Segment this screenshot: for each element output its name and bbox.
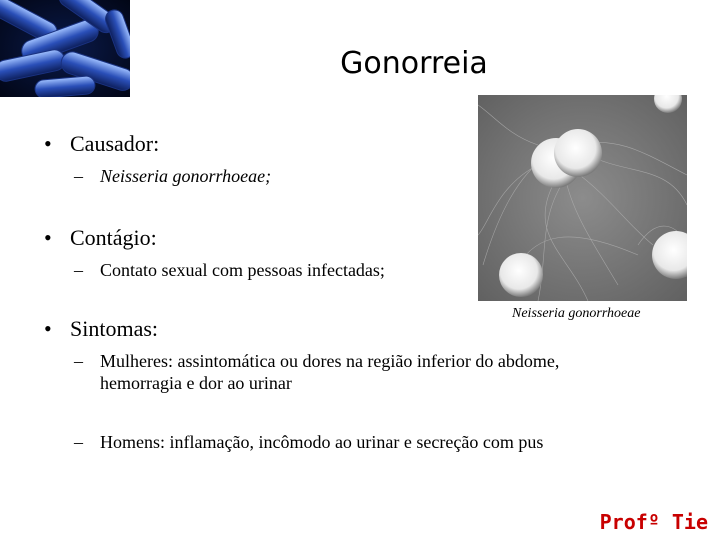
dash-marker: – (74, 432, 83, 452)
bullet-marker: • (44, 131, 52, 156)
bullet-marker: • (44, 225, 52, 250)
slide-title: Gonorreia (340, 46, 488, 81)
sub-item-causador (74, 166, 271, 187)
micrograph-image (478, 95, 687, 301)
bullet-label: Contágio: (70, 225, 157, 250)
sub-item-mulheres (74, 350, 634, 394)
sub-item-text-continuation: hemorragia e dor ao urinar (100, 373, 292, 393)
footer-author: Profº Tie (599, 510, 708, 534)
dash-marker: – (74, 260, 83, 280)
bullet-label: Sintomas: (70, 316, 159, 341)
sub-item-text: Mulheres: assintomática ou dores na região inferior do abdome, (100, 351, 560, 371)
figure-caption: Neisseria gonorrhoeae (512, 306, 641, 321)
bullet-causador (44, 131, 159, 157)
sub-item-text: Contato sexual com pessoas infectadas; (100, 260, 385, 280)
bullet-label: Causador: (70, 131, 160, 156)
bullet-sintomas (44, 316, 158, 342)
bacteria-illustration (0, 0, 130, 97)
sub-item-text: Homens: inflamação, incômodo ao urinar e secreção com pus (100, 432, 544, 452)
sub-item-contagio (74, 260, 385, 281)
sub-item-text: Neisseria gonorrhoeae; (100, 166, 272, 186)
bullet-marker: • (44, 316, 52, 341)
bullet-contagio (44, 225, 157, 251)
sub-item-homens (74, 432, 543, 453)
dash-marker: – (74, 166, 83, 186)
dash-marker: – (74, 351, 83, 371)
